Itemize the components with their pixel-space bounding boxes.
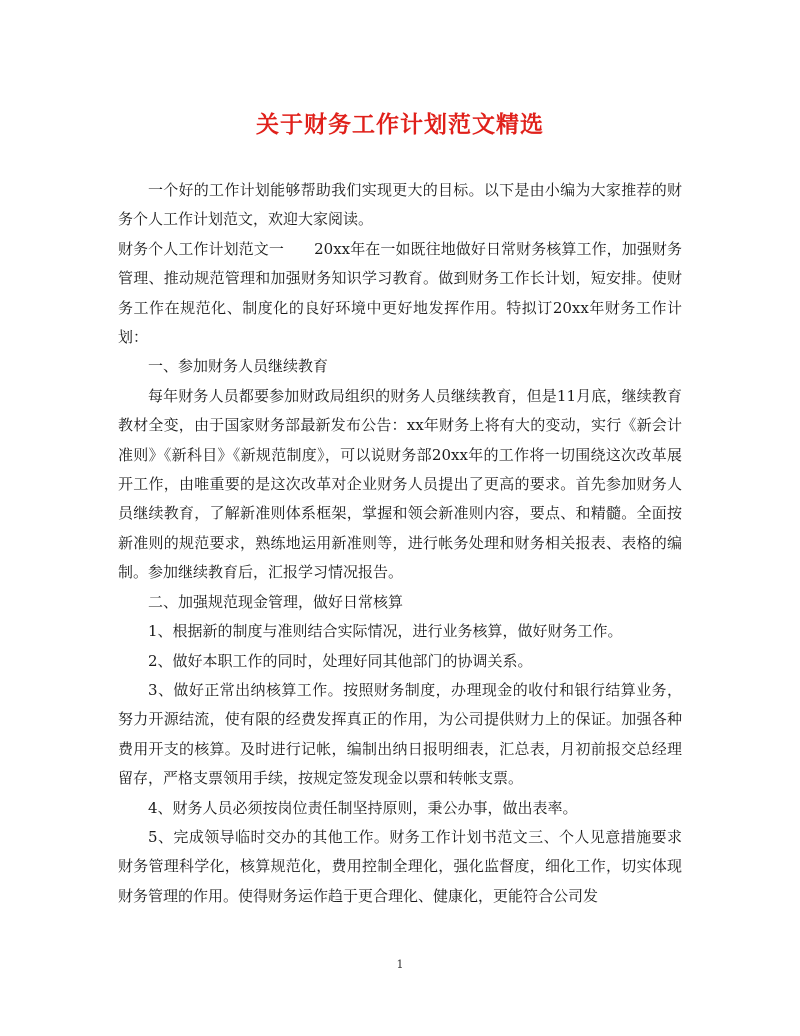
list-item-2: 2、做好本职工作的同时，处理好同其他部门的协调关系。 (148, 651, 533, 670)
list-item-3: 3、做好正常出纳核算工作。按照财务制度，办理现金的收付和银行结算业务，努力开源结流，使有限的经费发挥真正的作用，为公司提供财力上的保证。加强各种费用开支的核算。及时进行记帐，编制出纳日报明细表，汇总表，月初前报交总经理留存，严格支票领用手续，按规定签发现金以票和转帐支票。 (118, 680, 682, 788)
document-body (118, 176, 682, 911)
paragraph-continuing-education: 每年财务人员都要参加财政局组织的财务人员继续教育，但是11月底，继续教育教材全变，由于国家财务部最新发布公告：xx年财务上将有大的变动，实行《新会计准则》《新科目》《新规范制度》，可以说财务部20xx年的工作将一切围绕这次改革展开工作，由唯重要的是这次改革对企业财务人员提出了更高的要求。首先参加财务人员继续教育，了解新准则体系框架，掌握和领会新准则内容，要点、和精髓。全面按新准则的规范要求，熟练地运用新准则等，进行帐务处理和财务相关报表、表格的编制。参加继续教育后，汇报学习情况报告。 (118, 386, 682, 582)
section-heading-cash-management: 二、加强规范现金管理，做好日常核算 (148, 592, 404, 611)
list-item-5: 5、完成领导临时交办的其他工作。财务工作计划书范文三、个人见意措施要求财务管理科学化，核算规范化，费用控制全理化，强化监督度，细化工作，切实体现财务管理的作用。使得财务运作趋于更合理化、健康化，更能符合公司发 (118, 827, 682, 905)
paragraph-plan-one: 财务个人工作计划范文一 20xx年在一如既往地做好日常财务核算工作，加强财务管理、推动规范管理和加强财务知识学习教育。做到财务工作长计划，短安排。使财务工作在规范化、制度化的良好环境中更好地发挥作用。特拟订20xx年财务工作计划： (118, 239, 682, 347)
document-title: 关于财务工作计划范文精选 (256, 111, 544, 138)
page-number: 1 (396, 958, 404, 971)
list-item-1: 1、根据新的制度与准则结合实际情况，进行业务核算，做好财务工作。 (148, 622, 623, 641)
section-heading-continuing-education: 一、参加财务人员继续教育 (148, 357, 329, 376)
paragraph-intro: 一个好的工作计划能够帮助我们实现更大的目标。以下是由小编为大家推荐的财务个人工作计划范文，欢迎大家阅读。 (118, 181, 682, 229)
list-item-4: 4、财务人员必须按岗位责任制坚持原则，秉公办事，做出表率。 (148, 798, 578, 817)
